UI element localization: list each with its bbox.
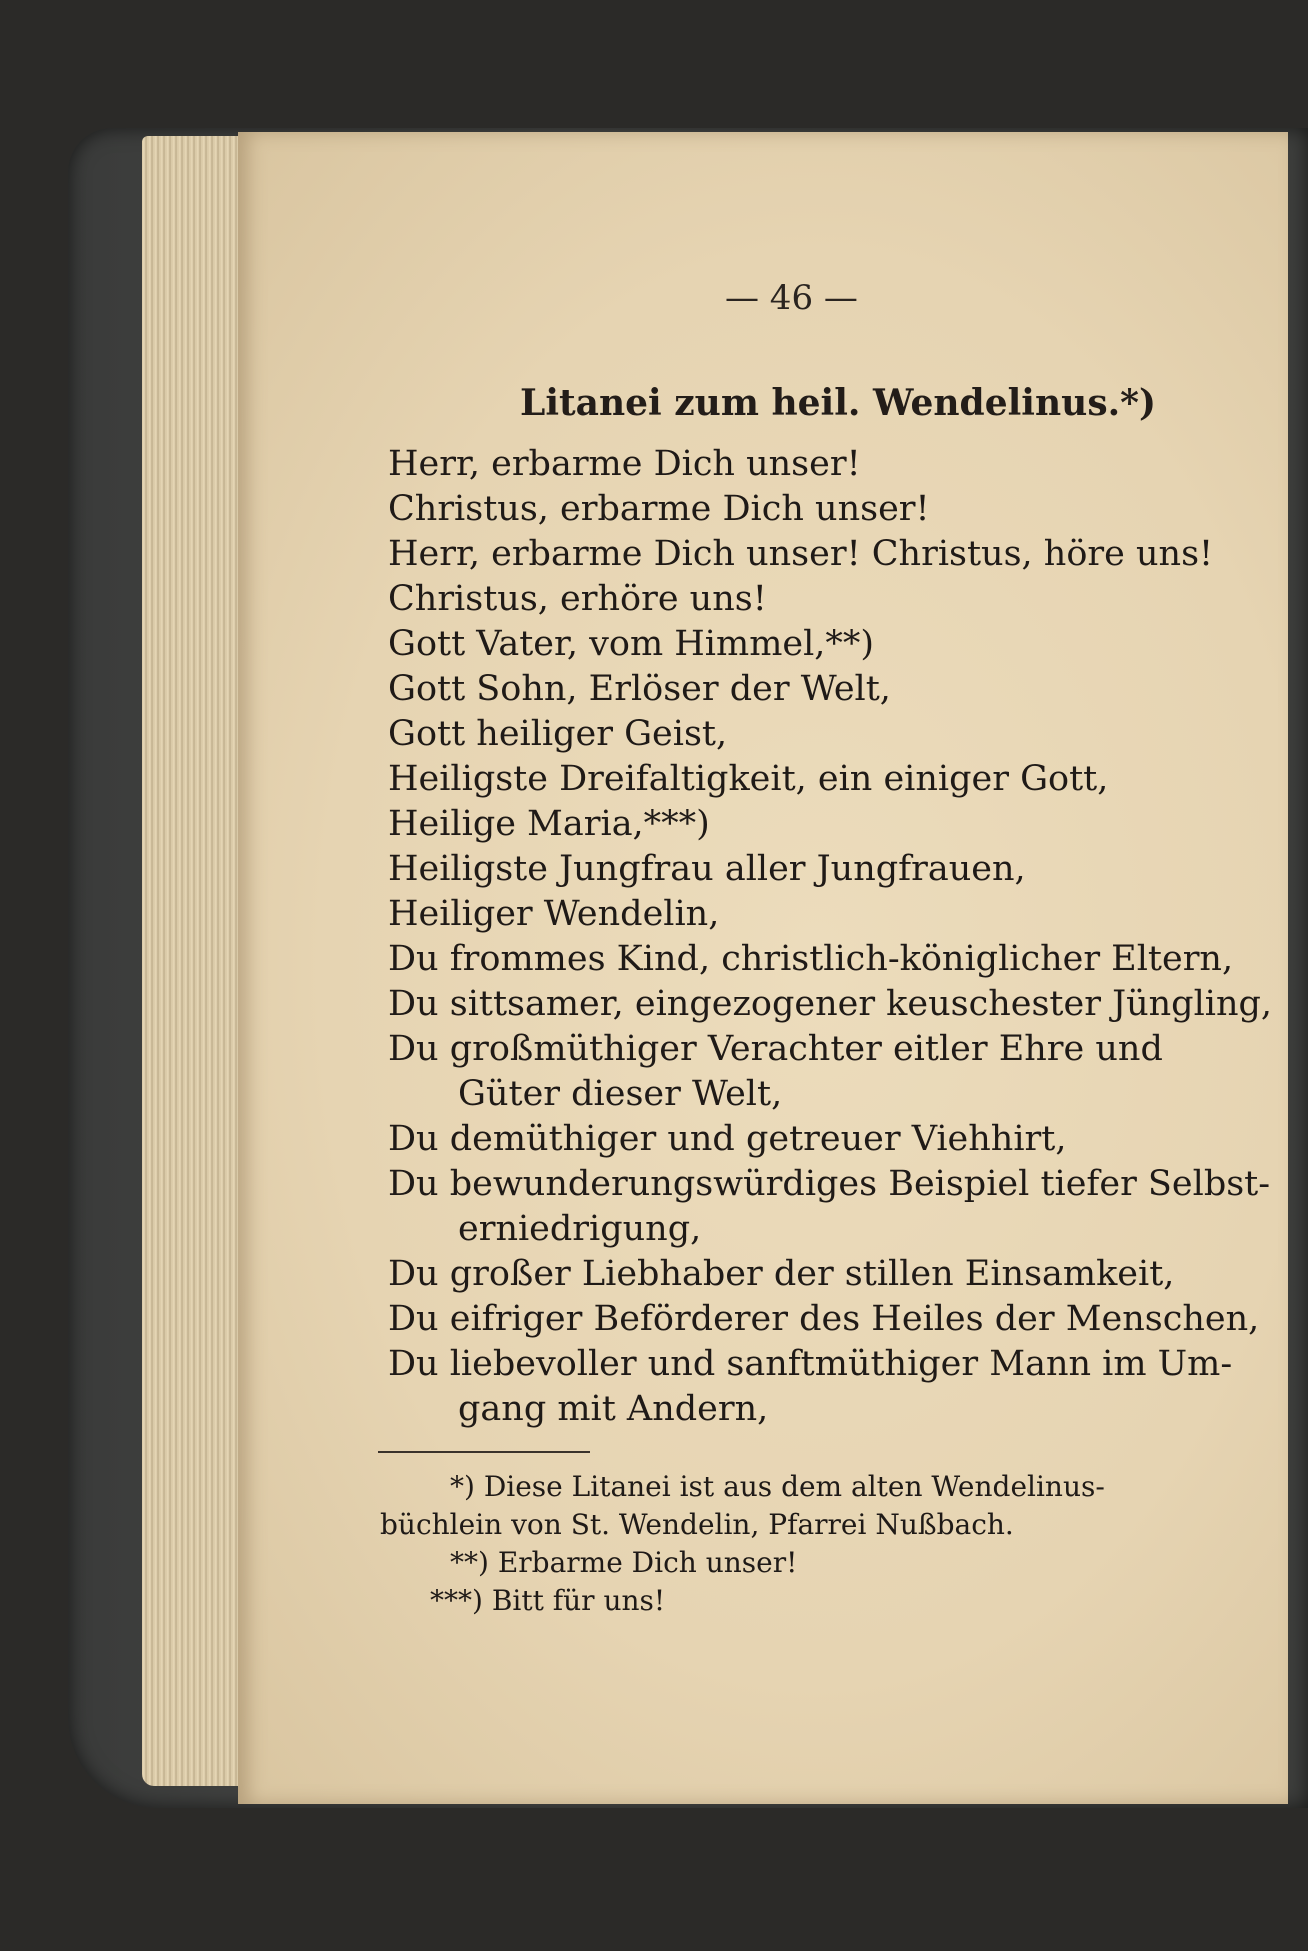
litany-line: Güter dieser Welt, (458, 1074, 783, 1114)
litany-line: Gott Vater, vom Himmel,**) (388, 624, 875, 664)
footnote-line: *) Diese Litanei ist aus dem alten Wendelinus- (450, 1470, 1105, 1503)
litany-line: Du frommes Kind, christlich-königlicher Eltern, (388, 939, 1234, 979)
litany-line: Herr, erbarme Dich unser! (388, 444, 861, 484)
litany-line: Du liebevoller und sanftmüthiger Mann im Um- (388, 1344, 1233, 1384)
litany-line: Gott heiliger Geist, (388, 714, 728, 754)
litany-line: Du bewunderungswürdiges Beispiel tiefer Selbst- (388, 1164, 1271, 1204)
litany-title: Litanei zum heil. Wendelinus.*) (520, 382, 1156, 424)
footnote-line: ***) Bitt für uns! (430, 1584, 666, 1617)
litany-line: Du großmüthiger Verachter eitler Ehre und (388, 1029, 1163, 1069)
footnote-line: **) Erbarme Dich unser! (450, 1546, 798, 1579)
litany-line: Du demüthiger und getreuer Viehhirt, (388, 1119, 1067, 1159)
litany-line: Heiliger Wendelin, (388, 894, 720, 934)
page-edges (142, 136, 252, 1786)
litany-line: Heiligste Dreifaltigkeit, ein einiger Gott, (388, 759, 1109, 799)
litany-line: Christus, erbarme Dich unser! (388, 489, 930, 529)
litany-line: Gott Sohn, Erlöser der Welt, (388, 669, 891, 709)
litany-line: gang mit Andern, (458, 1389, 769, 1429)
litany-text (388, 442, 1273, 1432)
litany-line: Herr, erbarme Dich unser! Christus, höre uns! (388, 534, 1214, 574)
page-number: — 46 — (725, 278, 858, 318)
litany-line: Du sittsamer, eingezogener keuschester Jüngling, (388, 984, 1273, 1024)
litany-line: erniedrigung, (458, 1209, 702, 1249)
litany-line: Du eifriger Beförderer des Heiles der Menschen, (388, 1299, 1260, 1339)
litany-line: Christus, erhöre uns! (388, 579, 767, 619)
litany-line: Du großer Liebhaber der stillen Einsamkeit, (388, 1254, 1175, 1294)
litany-line: Heilige Maria,***) (388, 804, 710, 844)
footnote-line: büchlein von St. Wendelin, Pfarrei Nußbach. (380, 1508, 1014, 1541)
footnotes (380, 1468, 1260, 1620)
footnote-divider (378, 1451, 590, 1453)
litany-line: Heiligste Jungfrau aller Jungfrauen, (388, 849, 1026, 889)
